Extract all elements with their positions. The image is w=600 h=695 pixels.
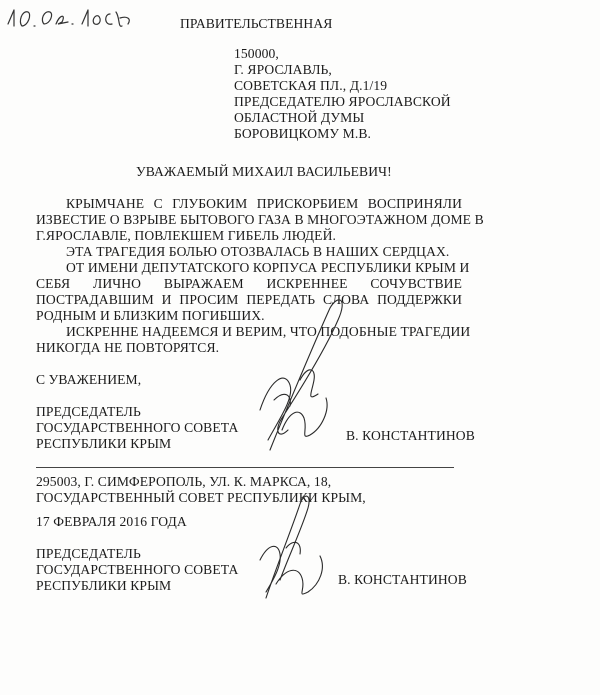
body-line: НИКОГДА НЕ ПОВТОРЯТСЯ. — [36, 340, 220, 355]
signature-2 — [246, 488, 356, 608]
signatory-name: В. КОНСТАНТИНОВ — [346, 428, 475, 443]
signatory-title: ГОСУДАРСТВЕННОГО СОВЕТА — [36, 420, 239, 435]
closing: С УВАЖЕНИЕМ, — [36, 372, 142, 387]
signatory-name: В. КОНСТАНТИНОВ — [338, 572, 467, 587]
body-line: КРЫМЧАНЕ С ГЛУБОКИМ ПРИСКОРБИЕМ ВОСПРИНЯЛИ — [66, 196, 462, 211]
separator-line — [36, 467, 454, 468]
body-line: ИЗВЕСТИЕ О ВЗРЫВЕ БЫТОВОГО ГАЗА В МНОГОЭТАЖНОМ ДОМЕ В — [36, 212, 484, 227]
handwritten-note — [0, 0, 140, 32]
body-line: Г.ЯРОСЛАВЛЕ, ПОВЛЕКШЕМ ГИБЕЛЬ ЛЮДЕЙ. — [36, 228, 336, 243]
body-line: ИСКРЕННЕ НАДЕЕМСЯ И ВЕРИМ, ЧТО ПОДОБНЫЕ ТРАГЕДИИ — [66, 324, 471, 339]
signatory-title: РЕСПУБЛИКИ КРЫМ — [36, 578, 172, 593]
signatory-title: ГОСУДАРСТВЕННОГО СОВЕТА — [36, 562, 239, 577]
signature-1 — [230, 290, 370, 460]
sender-address: ГОСУДАРСТВЕННЫЙ СОВЕТ РЕСПУБЛИКИ КРЫМ, — [36, 490, 366, 505]
address-line: 150000, — [234, 46, 279, 61]
signatory-title: ПРЕДСЕДАТЕЛЬ — [36, 404, 141, 419]
body-line: ОТ ИМЕНИ ДЕПУТАТСКОГО КОРПУСА РЕСПУБЛИКИ КРЫМ И — [66, 260, 470, 275]
body-line: ЭТА ТРАГЕДИЯ БОЛЬЮ ОТОЗВАЛАСЬ В НАШИХ СЕРДЦАХ. — [66, 244, 450, 259]
address-line: БОРОВИЦКОМУ М.В. — [234, 126, 371, 141]
address-line: СОВЕТСКАЯ ПЛ., Д.1/19 — [234, 78, 388, 93]
date: 17 ФЕВРАЛЯ 2016 ГОДА — [36, 514, 187, 529]
signatory-title: РЕСПУБЛИКИ КРЫМ — [36, 436, 172, 451]
telegram-type: ПРАВИТЕЛЬСТВЕННАЯ — [180, 16, 333, 31]
salutation: УВАЖАЕМЫЙ МИХАИЛ ВАСИЛЬЕВИЧ! — [136, 164, 392, 179]
address-line: ПРЕДСЕДАТЕЛЮ ЯРОСЛАВСКОЙ — [234, 94, 451, 109]
address-line: ОБЛАСТНОЙ ДУМЫ — [234, 110, 365, 125]
sender-address: 295003, Г. СИМФЕРОПОЛЬ, УЛ. К. МАРКСА, 18, — [36, 474, 332, 489]
body-line: ПОСТРАДАВШИМ И ПРОСИМ ПЕРЕДАТЬ СЛОВА ПОДДЕРЖКИ — [36, 292, 462, 307]
body-line: СЕБЯ ЛИЧНО ВЫРАЖАЕМ ИСКРЕННЕЕ СОЧУВСТВИЕ — [36, 276, 462, 291]
body-line: РОДНЫМ И БЛИЗКИМ ПОГИБШИХ. — [36, 308, 265, 323]
address-line: Г. ЯРОСЛАВЛЬ, — [234, 62, 332, 77]
signatory-title: ПРЕДСЕДАТЕЛЬ — [36, 546, 141, 561]
